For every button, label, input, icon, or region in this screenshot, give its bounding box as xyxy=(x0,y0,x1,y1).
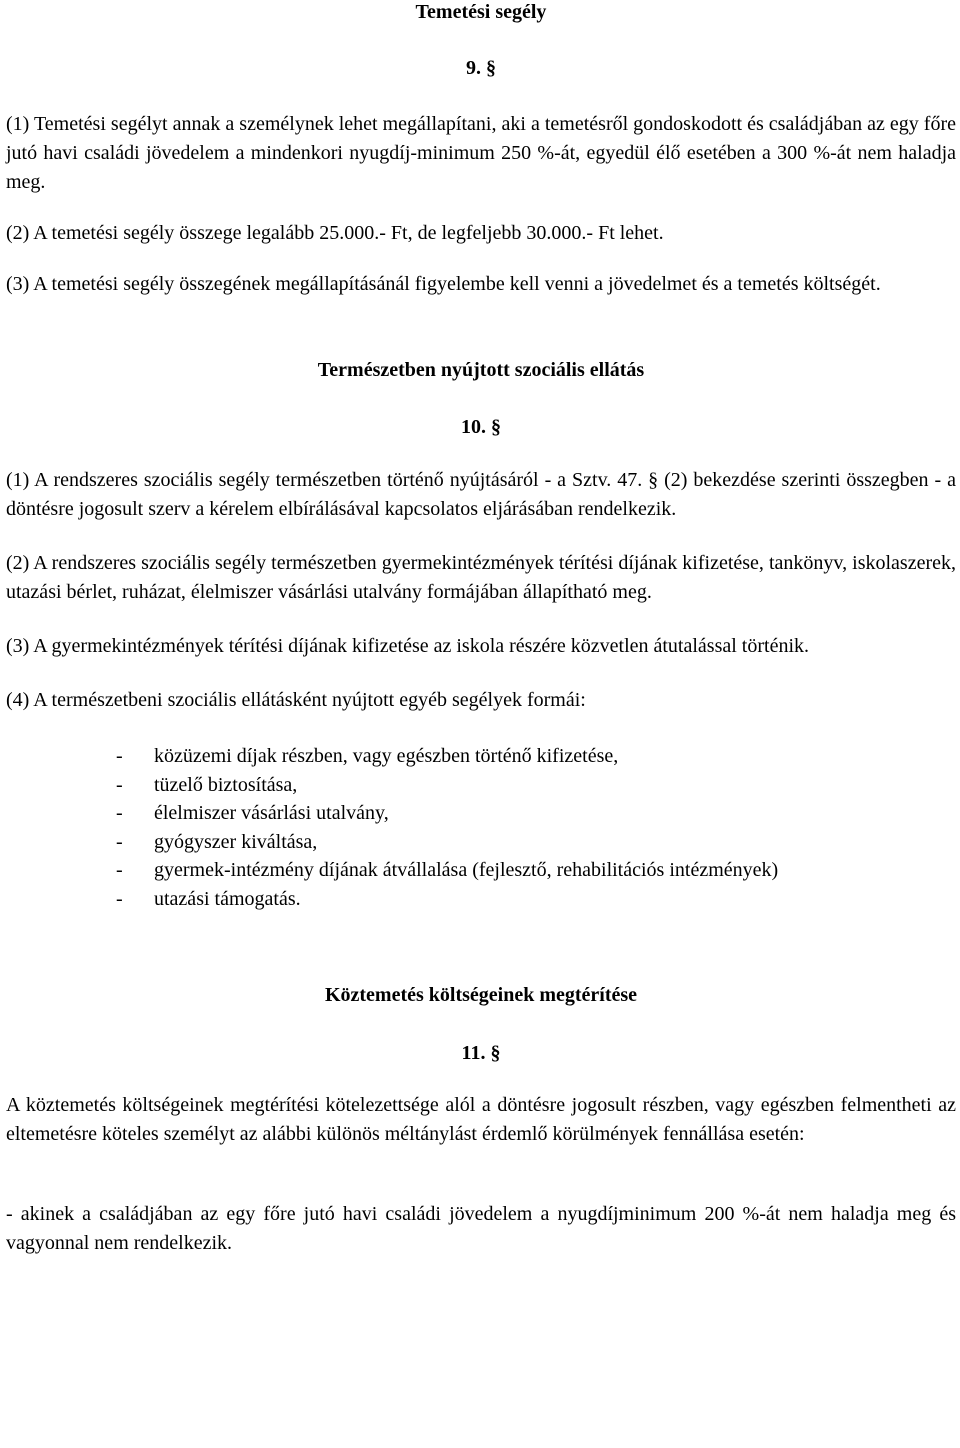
section-9-number: 9. § xyxy=(466,57,496,79)
list-dash: - xyxy=(116,887,123,910)
list-item xyxy=(116,885,956,914)
list-item xyxy=(116,799,956,828)
section-10-number: 10. § xyxy=(461,416,501,438)
list-item-text: utazási támogatás. xyxy=(154,887,301,910)
list-item xyxy=(116,742,956,771)
list-item xyxy=(116,828,956,857)
list-dash: - xyxy=(116,802,123,825)
list-dash: - xyxy=(116,745,123,767)
paragraph-11-1: A köztemetés költségeinek megtérítési kötelezettsége alól a döntésre jogosult részben, vagy egészben felmentheti az eltemetésre köteles személyt az alábbi különös méltánylást érdemlő körülmények fennállása esetén: xyxy=(6,1093,956,1145)
paragraph-9-2: (2) A temetési segély összege legalább 25.000.- Ft, de legfeljebb 30.000.- Ft lehet. xyxy=(6,222,664,244)
paragraph-10-1: (1) A rendszeres szociális segély természetben történő nyújtásáról - a Sztv. 47. § (2) bekezdése szerinti összegben - a döntésre jogosult szerv a kérelem elbírálásával kapcsolatos eljárásában rendelkezik. xyxy=(6,469,956,520)
paragraph-10-2: (2) A rendszeres szociális segély természetben gyermekintézmények térítési díjának kifizetése, tankönyv, iskolaszerek, utazási bérlet, ruházat, élelmiszer vásárlási utalvány formájában állapítható meg. xyxy=(6,552,956,603)
paragraph-9-1: (1) Temetési segélyt annak a személynek lehet megállapítani, aki a temetésről gondoskodott és családjában az egy főre jutó havi családi jövedelem a mindenkori nyugdíj-minimum 250 %-át, egyedül élő esetében a 300 %-át nem haladja meg. xyxy=(6,113,956,193)
list-item xyxy=(116,856,956,885)
heading-temetesi-segely: Temetési segély xyxy=(415,1,547,23)
paragraph-10-4: (4) A természetbeni szociális ellátásként nyújtott egyéb segélyek formái: xyxy=(6,689,586,711)
support-forms-list xyxy=(6,742,956,914)
list-item-text: gyermek-intézmény díjának átvállalása (fejlesztő, rehabilitációs intézmények) xyxy=(154,859,779,882)
heading-koztemetes: Köztemetés költségeinek megtérítése xyxy=(324,983,638,1006)
paragraph-9-3: (3) A temetési segély összegének megállapításánál figyelembe kell venni a jövedelmet és a temetés költségét. xyxy=(6,273,881,295)
paragraph-10-3: (3) A gyermekintézmények térítési díjának kifizetése az iskola részére közvetlen átutalással történik. xyxy=(6,635,810,657)
list-item xyxy=(116,771,956,800)
list-item-text: gyógyszer kiváltása, xyxy=(154,830,318,853)
paragraph-11-2: - akinek a családjában az egy főre jutó havi családi jövedelem a nyugdíjminimum 200 %-át nem haladja meg és vagyonnal nem rendelkezik. xyxy=(6,1202,956,1254)
document-page xyxy=(6,0,956,1258)
section-11-number: 11. § xyxy=(461,1041,501,1064)
list-dash: - xyxy=(116,830,123,853)
list-dash: - xyxy=(116,773,123,796)
heading-termeszetben-nyujtott: Természetben nyújtott szociális ellátás xyxy=(317,359,645,381)
list-item-text: közüzemi díjak részben, vagy egészben történő kifizetése, xyxy=(154,745,619,767)
list-item-text: tüzelő biztosítása, xyxy=(154,773,298,796)
list-dash: - xyxy=(116,859,123,882)
list-item-text: élelmiszer vásárlási utalvány, xyxy=(154,802,389,825)
